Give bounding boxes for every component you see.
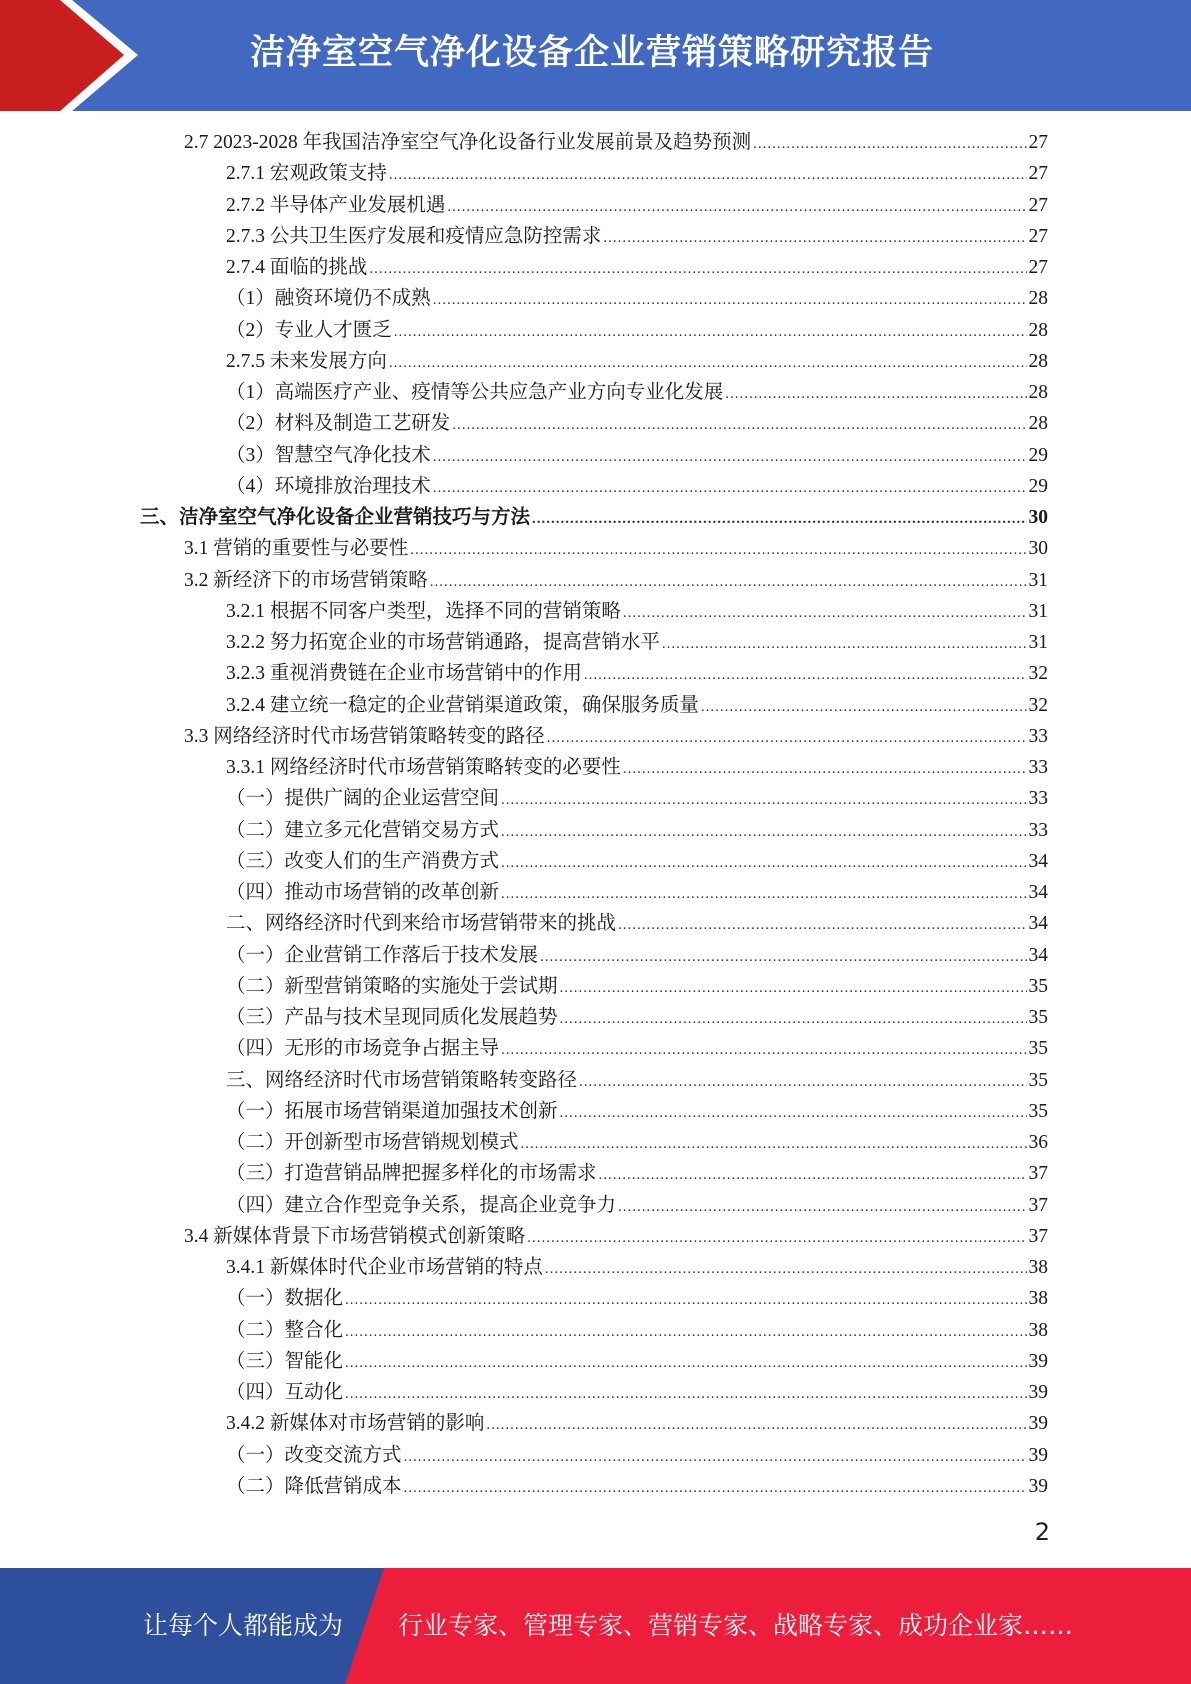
toc-leader-dots (623, 598, 1027, 629)
toc-entry[interactable] (140, 846, 1048, 877)
toc-entry-page: 35 (1028, 975, 1048, 997)
toc-entry[interactable] (140, 440, 1048, 471)
toc-entry-page: 27 (1028, 194, 1048, 216)
toc-entry-title: 3.2.1 根据不同客户类型，选择不同的营销策略 (226, 600, 621, 622)
report-title: 洁净室空气净化设备企业营销策略研究报告 (250, 33, 935, 73)
toc-entry-page: 37 (1028, 1225, 1048, 1247)
toc-entry-page: 35 (1028, 1100, 1048, 1122)
toc-entry-page: 32 (1028, 694, 1048, 716)
toc-entry[interactable] (140, 752, 1048, 783)
toc-leader-dots (560, 973, 1027, 1004)
toc-leader-dots (521, 1129, 1027, 1160)
toc-entry-title: （四）建立合作型竞争关系，提高企业竞争力 (226, 1194, 617, 1216)
toc-entry[interactable] (140, 283, 1048, 314)
toc-entry[interactable] (140, 408, 1048, 439)
toc-entry-page: 29 (1028, 444, 1048, 466)
toc-leader-dots (369, 254, 1026, 285)
toc-entry-title: （一）企业营销工作落后于技术发展 (226, 944, 539, 966)
toc-entry[interactable] (140, 721, 1048, 752)
toc-entry-page: 31 (1028, 632, 1048, 653)
toc-entry-page: 33 (1028, 788, 1048, 810)
toc-entry-page: 31 (1028, 569, 1048, 591)
toc-entry[interactable] (140, 1190, 1048, 1221)
toc-entry-title: 3.3.1 网络经济时代市场营销策略转变的必要性 (226, 757, 621, 778)
toc-entry-title: 2.7.5 未来发展方向 (226, 350, 387, 372)
toc-entry-page: 29 (1028, 475, 1048, 497)
toc-leader-dots (560, 1098, 1027, 1129)
toc-entry[interactable] (140, 690, 1048, 721)
toc-entry-page: 39 (1028, 1413, 1048, 1435)
toc-leader-dots (486, 1410, 1026, 1441)
toc-entry[interactable] (140, 1440, 1048, 1471)
footer-slogan-right: 行业专家、管理专家、营销专家、战略专家、成功企业家…… (398, 1611, 1074, 1640)
toc-leader-dots (545, 1254, 1027, 1285)
toc-leader-dots (579, 1067, 1026, 1098)
toc-leader-dots (603, 223, 1026, 254)
toc-entry-title: （4）环境排放治理技术 (226, 475, 431, 497)
toc-entry-page: 39 (1028, 1475, 1048, 1497)
toc-entry-title: （1）融资环境仍不成熟 (226, 288, 431, 310)
toc-entry-page: 27 (1028, 132, 1048, 153)
toc-entry-title: （二）整合化 (226, 1319, 344, 1341)
toc-entry-title: （二）降低营销成本 (226, 1475, 402, 1497)
toc-leader-dots (345, 1285, 1026, 1316)
toc-entry-page: 35 (1028, 1069, 1048, 1091)
toc-entry-title: （二）建立多元化营销交易方式 (226, 819, 500, 841)
toc-leader-dots (345, 1317, 1026, 1348)
toc-entry-title: （一）数据化 (226, 1288, 344, 1310)
toc-leader-dots (623, 754, 1027, 785)
toc-leader-dots (430, 567, 1027, 598)
toc-leader-dots (452, 410, 1026, 441)
toc-entry[interactable] (140, 471, 1048, 502)
toc-entry-title: 2.7.2 半导体产业发展机遇 (226, 194, 446, 216)
toc-entry[interactable] (140, 1002, 1048, 1033)
toc-leader-dots (618, 910, 1026, 941)
toc-entry[interactable] (140, 346, 1048, 377)
toc-entry-title: （三）改变人们的生产消费方式 (226, 850, 500, 872)
toc-leader-dots (540, 942, 1026, 973)
toc-entry-title: 3.4 新媒体背景下市场营销模式创新策略 (184, 1225, 526, 1247)
toc-entry-page: 28 (1028, 288, 1048, 310)
toc-leader-dots (701, 692, 1027, 723)
toc-entry[interactable] (140, 971, 1048, 1002)
toc-entry-title: 3.4.1 新媒体时代企业市场营销的特点 (226, 1257, 543, 1278)
page-footer (0, 1568, 1191, 1684)
toc-leader-dots (532, 504, 1026, 535)
toc-leader-dots (410, 535, 1026, 566)
toc-entry-page: 34 (1028, 882, 1048, 903)
toc-entry-title: （一）改变交流方式 (226, 1444, 402, 1466)
toc-leader-dots (599, 1160, 1027, 1191)
toc-entry-title: （2）专业人才匮乏 (226, 319, 392, 341)
toc-entry-title: （四）互动化 (226, 1382, 344, 1403)
page-number: 2 (1034, 1518, 1050, 1546)
toc-entry[interactable] (140, 158, 1048, 189)
toc-entry-title: （1）高端医疗产业、疫情等公共应急产业方向专业化发展 (226, 382, 724, 403)
toc-leader-dots (753, 129, 1026, 160)
toc-entry[interactable] (140, 1283, 1048, 1314)
toc-entry[interactable] (140, 565, 1048, 596)
toc-entry-title: （三）产品与技术呈现同质化发展趋势 (226, 1007, 558, 1028)
toc-entry[interactable] (140, 1471, 1048, 1502)
toc-entry[interactable] (140, 815, 1048, 846)
toc-entry[interactable] (140, 1033, 1048, 1064)
toc-entry[interactable] (140, 908, 1048, 939)
toc-entry-title: 2.7.4 面临的挑战 (226, 257, 368, 278)
toc-entry-title: （四）无形的市场竞争占据主导 (226, 1038, 500, 1060)
toc-leader-dots (501, 848, 1026, 879)
toc-entry-title: （一）拓展市场营销渠道加强技术创新 (226, 1100, 558, 1122)
toc-leader-dots (433, 442, 1027, 473)
toc-entry[interactable] (140, 1315, 1048, 1346)
toc-entry[interactable] (140, 221, 1048, 252)
toc-entry-page: 35 (1028, 1038, 1048, 1060)
toc-entry-page: 27 (1028, 225, 1048, 247)
toc-entry[interactable] (140, 783, 1048, 814)
toc-entry-page: 28 (1028, 413, 1048, 435)
toc-entry-title: 3.1 营销的重要性与必要性 (184, 538, 409, 560)
toc-leader-dots (345, 1348, 1026, 1379)
toc-leader-dots (404, 1442, 1027, 1473)
toc-entry-page: 34 (1028, 944, 1048, 966)
toc-entry-page: 27 (1028, 257, 1048, 278)
toc-entry-page: 30 (1028, 507, 1048, 528)
toc-entry-page: 34 (1028, 913, 1048, 935)
toc-entry-page: 27 (1028, 163, 1048, 185)
toc-entry-page: 33 (1028, 725, 1048, 747)
toc-leader-dots (447, 192, 1026, 223)
toc-entry-title: 3.2.2 努力拓宽企业的市场营销通路，提高营销水平 (226, 632, 660, 653)
toc-entry-title: 3.2.4 建立统一稳定的企业营销渠道政策，确保服务质量 (226, 694, 699, 716)
toc-entry-title: 2.7 2023-2028 年我国洁净室空气净化设备行业发展前景及趋势预测 (184, 132, 752, 153)
toc-entry-title: 3.2.3 重视消费链在企业市场营销中的作用 (226, 663, 582, 685)
table-of-contents (140, 127, 1048, 1502)
page-header (0, 0, 1191, 111)
toc-leader-dots (725, 379, 1026, 410)
toc-leader-dots (389, 160, 1027, 191)
toc-entry[interactable] (140, 1346, 1048, 1377)
toc-entry[interactable] (140, 1377, 1048, 1408)
toc-leader-dots (584, 660, 1027, 691)
toc-entry-page: 30 (1028, 538, 1048, 560)
toc-entry[interactable] (140, 1252, 1048, 1283)
toc-entry-page: 35 (1028, 1007, 1048, 1028)
toc-entry-title: 2.7.3 公共卫生医疗发展和疫情应急防控需求 (226, 225, 602, 247)
toc-leader-dots (547, 723, 1027, 754)
toc-leader-dots (433, 473, 1027, 504)
toc-entry-title: （2）材料及制造工艺研发 (226, 413, 451, 435)
toc-entry-title: （三）智能化 (226, 1350, 344, 1372)
toc-leader-dots (345, 1379, 1026, 1410)
toc-entry-page: 34 (1028, 850, 1048, 872)
toc-leader-dots (618, 1192, 1026, 1223)
toc-entry-title: （三）打造营销品牌把握多样化的市场需求 (226, 1163, 597, 1185)
toc-entry-page: 39 (1028, 1382, 1048, 1403)
toc-entry[interactable] (140, 627, 1048, 658)
toc-entry-title: （二）开创新型市场营销规划模式 (226, 1132, 519, 1153)
toc-entry-page: 39 (1028, 1350, 1048, 1372)
toc-entry-title: 2.7.1 宏观政策支持 (226, 163, 387, 185)
toc-leader-dots (433, 285, 1027, 316)
toc-entry-page: 33 (1028, 757, 1048, 778)
toc-entry-title: 3.2 新经济下的市场营销策略 (184, 569, 428, 591)
toc-entry[interactable] (140, 377, 1048, 408)
toc-leader-dots (527, 1223, 1026, 1254)
toc-leader-dots (501, 785, 1026, 816)
footer-slogan-left: 让每个人都能成为 (143, 1611, 344, 1640)
toc-entry-page: 38 (1028, 1319, 1048, 1341)
toc-entry[interactable] (140, 1221, 1048, 1252)
toc-entry[interactable] (140, 533, 1048, 564)
toc-entry[interactable] (140, 877, 1048, 908)
toc-entry-title: （3）智慧空气净化技术 (226, 444, 431, 466)
toc-entry-page: 38 (1028, 1257, 1048, 1278)
toc-entry-title: （二）新型营销策略的实施处于尝试期 (226, 975, 558, 997)
toc-entry[interactable] (140, 190, 1048, 221)
toc-entry-page: 33 (1028, 819, 1048, 841)
toc-entry[interactable] (140, 1127, 1048, 1158)
toc-leader-dots (404, 1473, 1027, 1504)
toc-entry-page: 28 (1028, 382, 1048, 403)
toc-leader-dots (501, 879, 1026, 910)
toc-entry-title: 二、网络经济时代到来给市场营销带来的挑战 (226, 913, 617, 935)
toc-entry[interactable] (140, 596, 1048, 627)
toc-entry[interactable] (140, 658, 1048, 689)
toc-entry[interactable] (140, 940, 1048, 971)
toc-entry-page: 37 (1028, 1163, 1048, 1185)
toc-entry-title: 3.3 网络经济时代市场营销策略转变的路径 (184, 725, 545, 747)
toc-entry-title: （四）推动市场营销的改革创新 (226, 882, 500, 903)
toc-entry-page: 37 (1028, 1194, 1048, 1216)
toc-entry[interactable] (140, 127, 1048, 158)
toc-leader-dots (501, 1035, 1026, 1066)
toc-leader-dots (662, 629, 1027, 660)
toc-leader-dots (501, 817, 1026, 848)
toc-entry-title: 3.4.2 新媒体对市场营销的影响 (226, 1413, 485, 1435)
toc-entry-title: 三、洁净室空气净化设备企业营销技巧与方法 (140, 507, 531, 528)
toc-entry[interactable] (140, 252, 1048, 283)
toc-entry-page: 36 (1028, 1132, 1048, 1153)
toc-entry-page: 28 (1028, 350, 1048, 372)
toc-entry-page: 38 (1028, 1288, 1048, 1310)
toc-entry-title: （一）提供广阔的企业运营空间 (226, 788, 500, 810)
toc-entry[interactable] (140, 1408, 1048, 1439)
toc-leader-dots (560, 1004, 1027, 1035)
toc-entry[interactable] (140, 1096, 1048, 1127)
toc-entry[interactable] (140, 315, 1048, 346)
toc-entry-page: 32 (1028, 663, 1048, 685)
toc-entry-page: 28 (1028, 319, 1048, 341)
toc-leader-dots (394, 317, 1027, 348)
toc-entry-title: 三、网络经济时代市场营销策略转变路径 (226, 1069, 578, 1091)
toc-entry[interactable] (140, 1065, 1048, 1096)
toc-entry-page: 39 (1028, 1444, 1048, 1466)
toc-entry-page: 31 (1028, 600, 1048, 622)
toc-leader-dots (389, 348, 1027, 379)
toc-entry[interactable] (140, 1158, 1048, 1189)
toc-entry[interactable] (140, 502, 1048, 533)
